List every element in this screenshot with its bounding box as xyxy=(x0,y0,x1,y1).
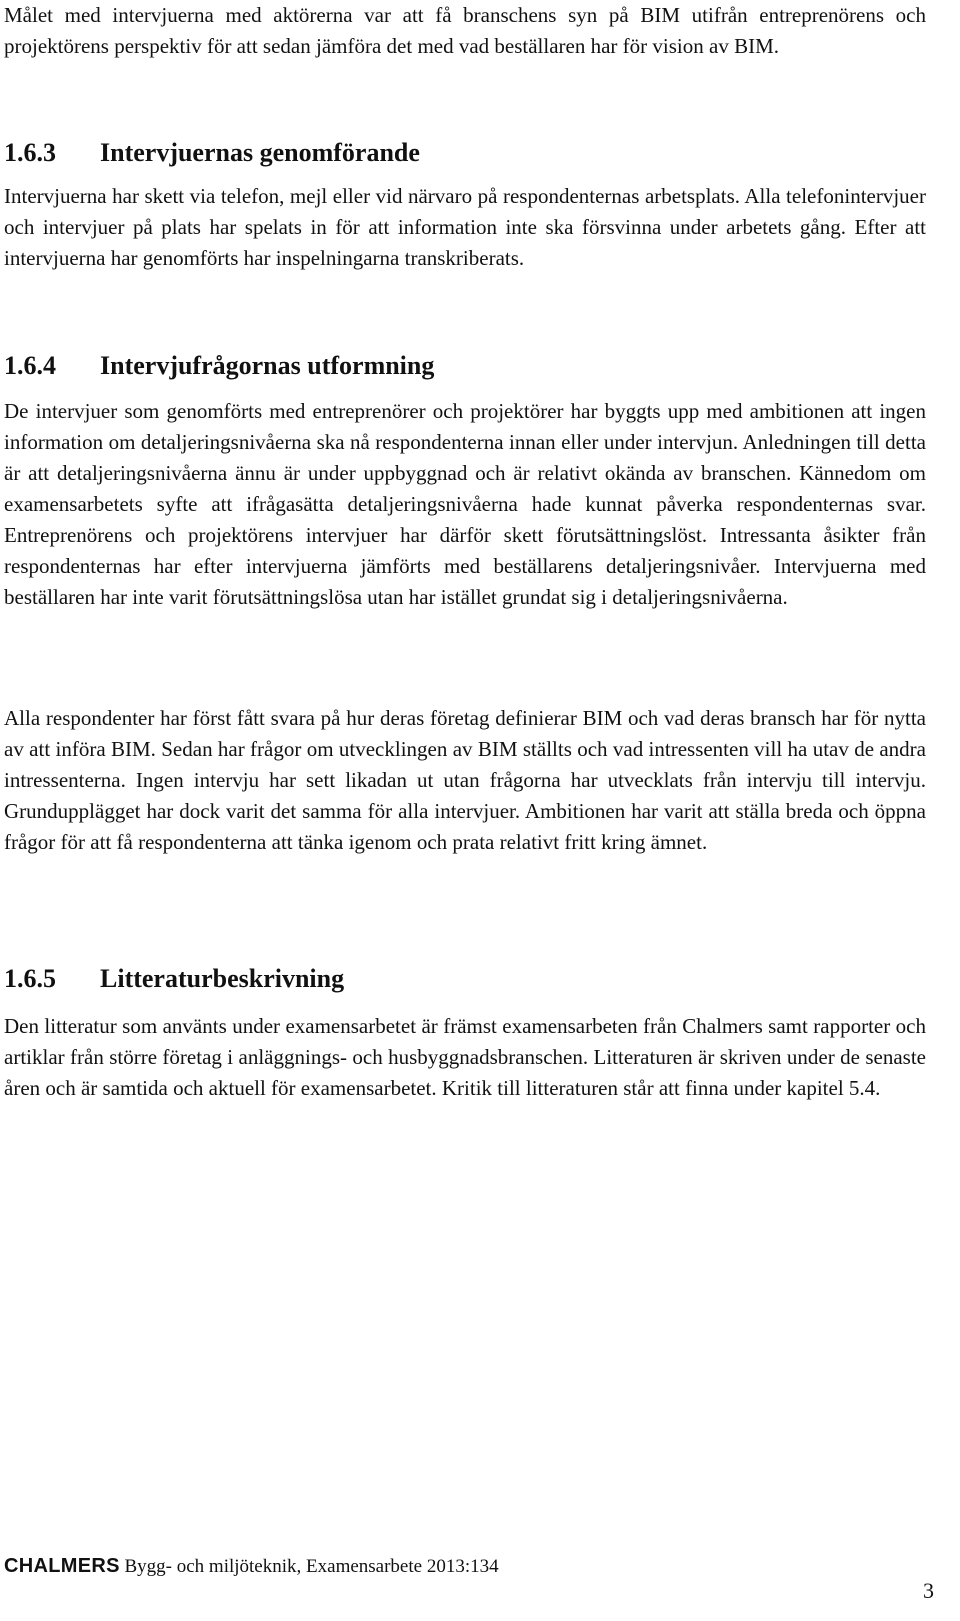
body-paragraph: De intervjuer som genomförts med entreprenörer och projektörer har byggts upp med ambitionen att ingen information om detaljeringsnivåerna ska nå respondenterna innan eller under intervjun. Anledningen till detta är att detaljeringsnivåerna ännu är under uppbyggnad och är relativt okända av branschen. Kännedom om examensarbetets syfte att ifrågasätta detaljeringsnivåerna hade kunnat påverka respondenternas svar. Entreprenörens och projektörens intervjuer har därför skett förutsättningslöst. Intressanta åsikter från respondenternas har efter intervjuerna jämförts med beställarens detaljeringsnivåer. Intervjuerna med beställaren har inte varit förutsättningslösa utan har istället grundat sig i detaljeringsnivåerna. xyxy=(4,399,926,609)
section-body-1-6-4 xyxy=(4,396,926,613)
section-heading-1-6-4 xyxy=(4,350,434,382)
page-number: 3 xyxy=(923,1578,934,1603)
intro-paragraph: Målet med intervjuerna med aktörerna var att få branschens syn på BIM utifrån entreprenörens och projektörens perspektiv för att sedan jämföra det med vad beställaren har för vision av BIM. xyxy=(4,3,926,58)
page-footer xyxy=(4,1555,499,1578)
body-paragraph: Intervjuerna har skett via telefon, mejl eller vid närvaro på respondenternas arbetsplats. Alla telefonintervjuer och intervjuer på plats har spelats in för att information inte ska försvinna under arbetets gång. Efter att intervjuerna har genomförts har inspelningarna transkriberats. xyxy=(4,184,926,270)
footer-text: Bygg- och miljöteknik, Examensarbete 2013:134 xyxy=(124,1556,499,1577)
section-number: 1.6.4 xyxy=(4,351,56,380)
section-heading-1-6-3 xyxy=(4,137,420,169)
section-title: Litteraturbeskrivning xyxy=(100,964,345,993)
section-title: Intervjuernas genomförande xyxy=(100,138,420,167)
footer-brand: CHALMERS xyxy=(4,1555,120,1577)
section-title: Intervjufrågornas utformning xyxy=(100,351,435,380)
section-body-1-6-4-continued xyxy=(4,703,926,858)
section-number: 1.6.3 xyxy=(4,138,56,167)
body-paragraph: Den litteratur som använts under examensarbetet är främst examensarbeten från Chalmers samt rapporter och artiklar från större företag i anläggnings- och husbyggnadsbranschen. Litteraturen är skriven under de senaste åren och är samtida och aktuell för examensarbetet. Kritik till litteraturen står att finna under kapitel 5.4. xyxy=(4,1014,926,1100)
intro-block xyxy=(4,0,926,62)
section-heading-1-6-5 xyxy=(4,963,344,995)
section-body-1-6-3 xyxy=(4,181,926,274)
section-number: 1.6.5 xyxy=(4,964,56,993)
section-body-1-6-5 xyxy=(4,1011,926,1104)
body-paragraph: Alla respondenter har först fått svara på hur deras företag definierar BIM och vad deras bransch har för nytta av att införa BIM. Sedan har frågor om utvecklingen av BIM ställts och vad intressenten vill ha utav de andra intressenterna. Ingen intervju har sett likadan ut utan frågorna har utvecklats från intervju till intervju. Grundupplägget har dock varit det samma för alla intervjuer. Ambitionen har varit att ställa breda och öppna frågor för att få respondenterna att tänka igenom och prata relativt fritt kring ämnet. xyxy=(4,706,926,854)
